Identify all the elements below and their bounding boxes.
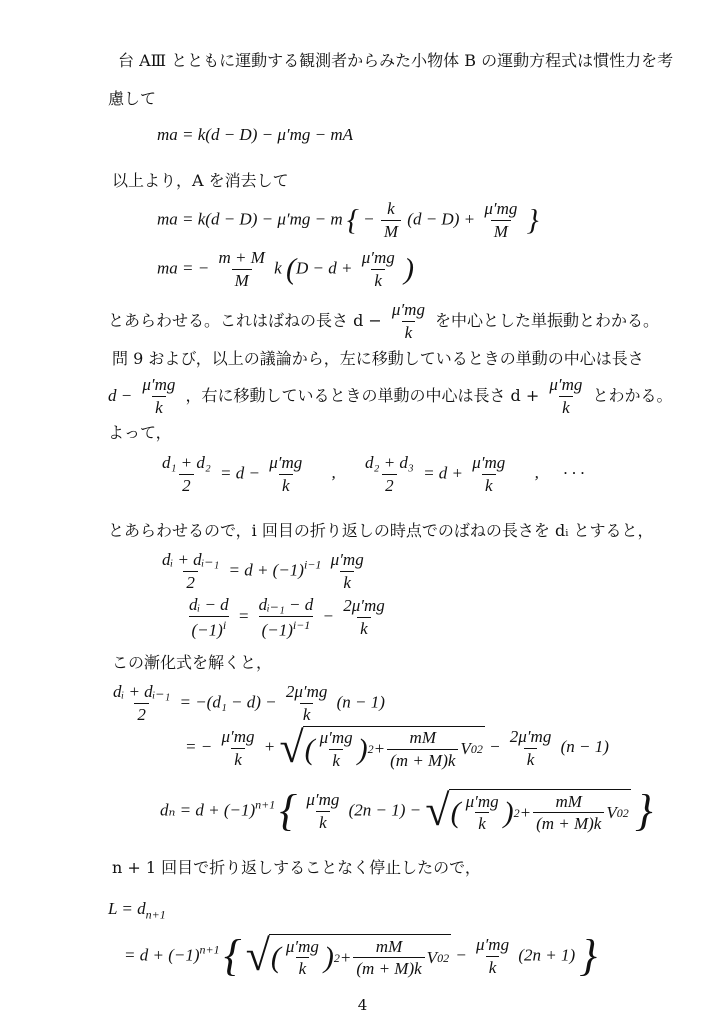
text-line-6: d − $\frac{\mu'mg}{k}$ ，右に移動しているときの単動の中心は長さ d + $\frac{\mu'mg}{k}$ とわかる。 (108, 375, 673, 417)
equation-4: $\frac{\text{d₁ + d₂}}{2}$ = d − $\frac{\mu'mg}{k}$ , $\frac{\text{d₂ + d₃}}{2}$ = d + $\frac{\mu'mg}{k}$ , · · · (162, 453, 585, 495)
equation-1: ma = k(d − D) − μ′mg − mA (157, 125, 353, 144)
page-number: 4 (357, 996, 368, 1014)
brace-close: } (526, 203, 539, 237)
text-line-10: n + 1 回目で折り返しすることなく停止したので， (112, 858, 481, 877)
equation-9: $d_n = d + (-1)^{n+1}$ { $\frac{\mu'mg}{k}$ (2n − 1) − √ ( $\frac{\mu'mg}{k}$ ) 2 + $\frac{mM}{(m + M)k}$ V 0 2 } (160, 786, 653, 836)
equation-3: ma = − $\frac{m + M}{M}$ k (D − d + $\frac{\mu'mg}{k}$ ) (157, 248, 414, 290)
text-line-7: よって， (108, 423, 172, 442)
text-line-5: 問 9 および，以上の議論から，左に移動しているときの単動の中心は長さ (112, 349, 644, 368)
equation-10: $L = d_{n+1}$ (108, 899, 166, 922)
text-line-8: とあらわせるので，i 回目の折り返しの時点でのばねの長さを dᵢ とすると， (108, 521, 654, 540)
equation-8: = − $\frac{\mu'mg}{k}$ + √ ( $\frac{\mu'mg}{k}$ ) 2 + $\frac{mM}{(m + M)k}$ V 0 2 − $\frac{2\mu'mg}{k}$ (n − 1) (185, 723, 609, 772)
text-line-4: とあらわせる。これはばねの長さ d − $\frac{\mu'mg}{k}$ を中心とした単振動とわかる。 (108, 300, 660, 342)
equation-5: $\frac{\text{dᵢ + dᵢ₋₁}}{2}$ = $d + (-1)^{i-1}$ $\frac{\mu'mg}{k}$ (162, 550, 364, 592)
text-line-1: 台 AⅢ とともに運動する観測者からみた小物体 B の運動方程式は慣性力を考 (118, 51, 674, 70)
text-line-2: 慮して (108, 89, 157, 108)
equation-6: $\frac{\text{dᵢ − d}}{(-1)^i}$ = $\frac{\text{dᵢ₋₁ − d}}{(-1)^{i-1}}$ − $\frac{2\mu'mg}{k}$ (189, 595, 385, 640)
equation-2: ma = k(d − D) − μ′mg − m { − $\frac{k}{M}$ (d − D) + $\frac{\mu'mg}{M}$ } (157, 199, 539, 241)
brace-open: { (346, 203, 359, 237)
equation-7: $\frac{\text{dᵢ + dᵢ₋₁}}{2}$ = −(d₁ − d) − $\frac{2\mu'mg}{k}$ (n − 1) (113, 682, 385, 724)
equation-11: = $d + (-1)^{n+1}$ { √ ( $\frac{\mu'mg}{k}$ ) 2 + $\frac{mM}{(m + M)k}$ V 0 2 − $\frac{\mu'mg}{k}$ (2n + 1) } (124, 931, 597, 981)
text-line-3: 以上より，A を消去して (112, 171, 289, 190)
text-line-9: この漸化式を解くと， (112, 653, 273, 672)
